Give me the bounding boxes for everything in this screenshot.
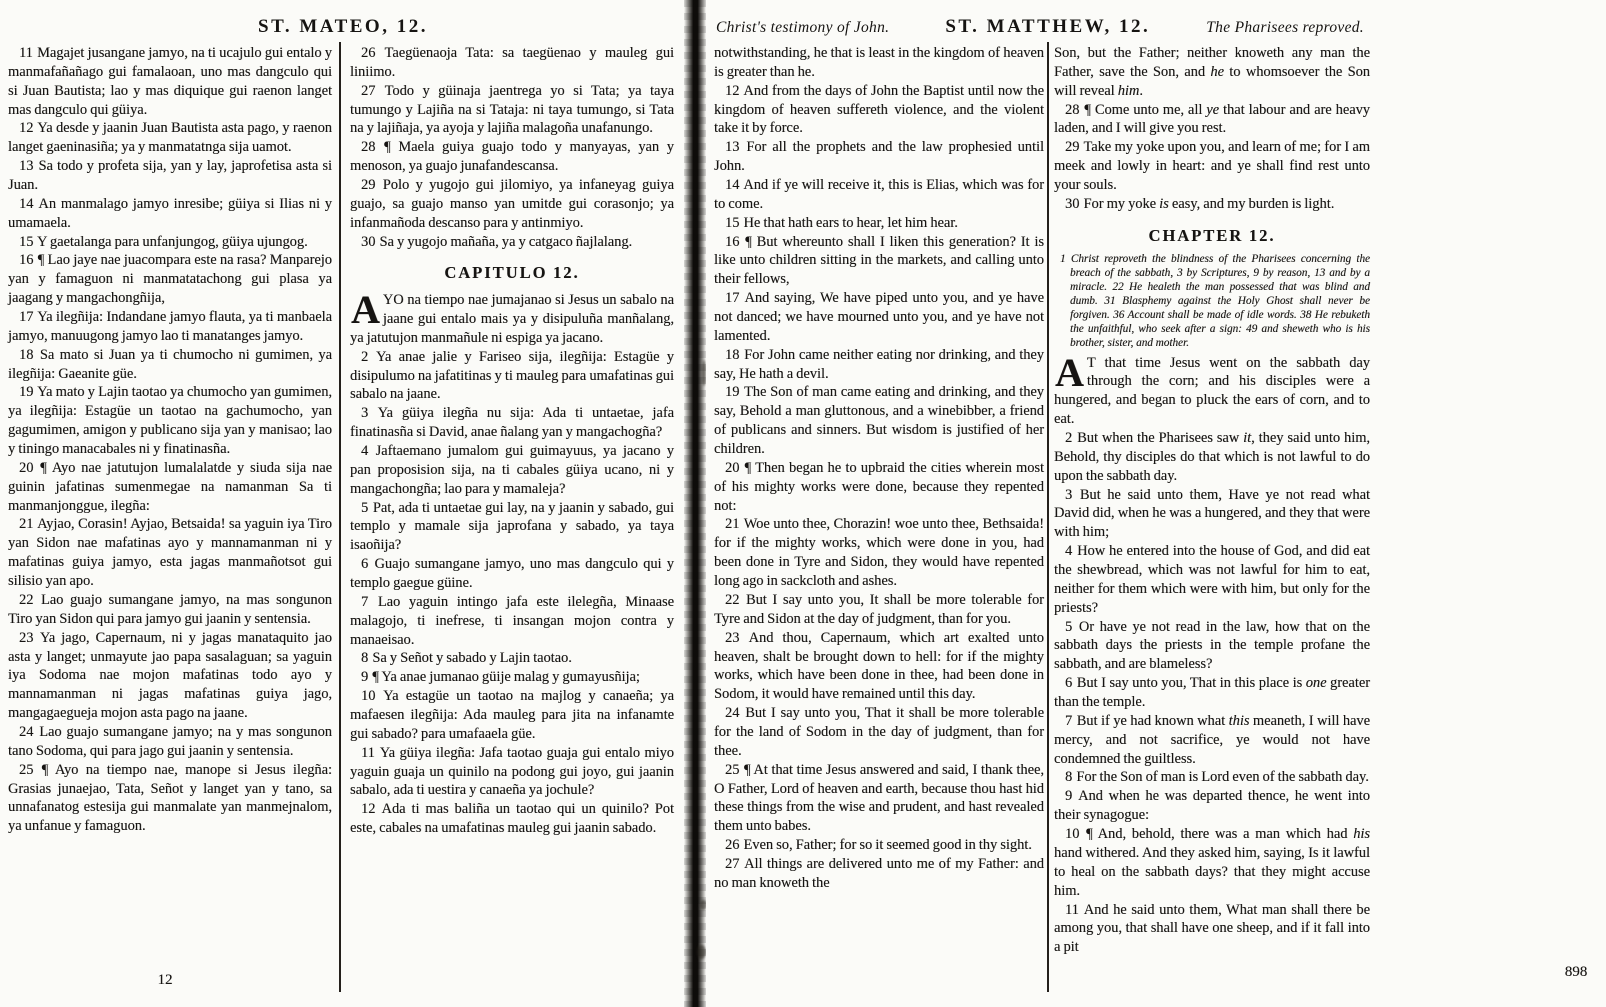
- verse-text: Lao guajo sumangane jamyo; na y mas songunon tano Sodoma, qui para jago gui jaanin y sentensia.: [8, 723, 332, 759]
- verse-text: Even so, Father; for so it seemed good in thy sight.: [743, 837, 1032, 854]
- verse: [1054, 787, 1370, 825]
- verse-text: Ya estagüe un taotao na majlog y canaeña; ya mafaesen ilegñija: Ada mauleg para jita na infanamte gui sabado? para umafaaela güe.: [350, 688, 674, 742]
- verse-number: 4: [361, 442, 369, 459]
- verse-text: The Son of man came eating and drinking, and they say, Behold a man gluttonous, and a winebibber, a friend of publicans and sinners. But wisdom is justified of her children.: [714, 384, 1045, 458]
- verse: [1054, 674, 1370, 712]
- verse: [714, 233, 1044, 290]
- verse: [350, 668, 674, 687]
- verse: [714, 591, 1044, 629]
- right-column-2: [1054, 44, 1370, 1004]
- verse: [8, 119, 332, 157]
- verse-number: 11: [19, 45, 33, 61]
- verse-number: 18: [19, 346, 34, 363]
- verse-number: 27: [725, 855, 740, 872]
- verse: [714, 176, 1044, 214]
- verse-number: 12: [19, 120, 34, 137]
- verse-text: ¶ Lao jaye nae juacompara este na rasa? Manparejo yan y famaguon ni manmatatachong gui plasa ya jaagang y mangachongñija,: [8, 252, 332, 307]
- verse-number: 29: [361, 177, 376, 194]
- verse: [8, 459, 332, 516]
- verse: [350, 138, 674, 176]
- verse: [350, 555, 674, 593]
- verse-number: 28: [361, 139, 376, 156]
- verse-text: Ya mato y Lajin taotao ya chumocho yan gumimen, ya ilegñija: Estagüe un taotao na gachumocho, yan gagumimen, amigon y publicano sija yan y manisao; lao y tiningo manacabales ni y finatinasña.: [8, 384, 332, 458]
- verse-number: 5: [361, 499, 369, 516]
- verse-text: Ya güiya ilegña: Jafa taotao guaja gui entalo miyo yaguin guaja un quinilo na podong gui joyo, gui jaanin sabalo, ada ti uestira y canaeña ya jochule?: [350, 744, 674, 799]
- verse: [8, 251, 332, 308]
- verse-number: 30: [1065, 195, 1080, 212]
- verse-text: Lao guajo sumangane jamyo, na mas songunon Tiro yan Sidon qui para jamyo gui jaanin y sentensia.: [8, 591, 332, 627]
- verse: [8, 591, 332, 629]
- verse-list: [714, 82, 1044, 893]
- verse-continuation: notwithstanding, he that is least in the kingdom of heaven is greater than he.: [714, 45, 1044, 80]
- book-binding-gutter: [684, 0, 706, 1007]
- verse-text: And saying, We have piped unto you, and ye have not danced; we have mourned unto you, and ye have not lamented.: [714, 290, 1044, 344]
- verse-number: 10: [1065, 826, 1080, 843]
- verse-text: An manmalago jamyo inresibe; güiya si Ilias ni y umamaela.: [8, 195, 332, 231]
- verse-text: But when the Pharisees saw it, they said unto him, Behold, thy disciples do that which is not lawful to do upon the sabbath day.: [1054, 430, 1371, 484]
- verse-text: ¶ But whereunto shall I liken this generation? It is like unto children sitting in the markets, and calling unto their fellows,: [714, 233, 1044, 288]
- verse: [1054, 195, 1370, 214]
- verse-number: 17: [725, 290, 740, 307]
- verse-number: 24: [19, 723, 34, 740]
- verse: [8, 157, 332, 195]
- verse: [350, 744, 674, 801]
- verse-number: 19: [19, 384, 34, 401]
- verse-number: 26: [725, 837, 740, 854]
- verse-text: ¶ At that time Jesus answered and said, I thank thee, O Father, Lord of heaven and earth, because thou hast hid these things from the wise and prudent, and hast revealed them unto babes.: [714, 761, 1044, 835]
- verse-text: ¶ Come unto me, all ye that labour and are heavy laden, and I will give you rest.: [1054, 101, 1370, 137]
- verse-text: But if ye had known what this meaneth, I will have mercy, and not sacrifice, ye would not have condemned the guiltless.: [1054, 712, 1370, 767]
- right-running-head: [706, 16, 1374, 38]
- verse-list: [1054, 101, 1370, 214]
- verse-number: 16: [19, 252, 34, 269]
- verse: [8, 44, 332, 119]
- verse-number: 20: [725, 459, 740, 476]
- verse: [350, 687, 674, 744]
- verse-number: 10: [361, 688, 376, 705]
- verse: [714, 82, 1044, 139]
- verse-text: ¶ And, behold, there was a man which had his hand withered. And they asked him, saying, Is it lawful to heal on the sabbath days? that they might accuse him.: [1054, 826, 1370, 899]
- left-column-1: [8, 44, 332, 990]
- verse: [350, 593, 674, 650]
- verse: [714, 515, 1044, 590]
- verse: [1054, 618, 1370, 675]
- verse: [714, 383, 1044, 458]
- scan-artifact: [697, 945, 706, 959]
- verse-text: ¶ Then began he to upbraid the cities wherein most of his mighty works were done, because they repented not:: [714, 459, 1044, 514]
- verse: [714, 214, 1044, 233]
- left-page: [0, 0, 686, 1007]
- verse-text: But I say unto you, It shall be more tolerable for Tyre and Sidon at the day of judgment, than for you.: [714, 591, 1044, 627]
- verse-number: 7: [361, 593, 369, 610]
- verse-text: And when he was departed thence, he went into their synagogue:: [1054, 788, 1371, 824]
- verse: [350, 499, 674, 556]
- verse-text: Woe unto thee, Chorazin! woe unto thee, Bethsaida! for if the mighty works, which were done in you, had been done in Tyre and Sidon, they would have repented long ago in sackcloth and ashes.: [714, 516, 1044, 590]
- verse-text: And thou, Capernaum, which art exalted unto heaven, shalt be brought down to hell: for if the mighty works, which have been done in thee, had been done in Sodom, it would have remained until this day.: [714, 629, 1044, 703]
- verse-number: 14: [19, 195, 34, 212]
- chapter-heading-capitulo-12: CAPITULO 12.: [444, 263, 580, 283]
- verse-text: Ya ilegñija: Indandane jamyo flauta, ya ti manbaela jamyo, manuugong jamyo lao ti manatanges jamyo.: [8, 309, 332, 344]
- verse: [8, 629, 332, 723]
- verse-number: 9: [361, 669, 369, 686]
- verse-text: Sa todo y profeta sija, yan y lay, japrofetisa asta si Juan.: [8, 158, 332, 194]
- verse-text: Y gaetalanga para unfanjungog, güiya ujungog.: [36, 233, 308, 250]
- verse-list: [350, 44, 674, 251]
- verse-number: 2: [1065, 430, 1073, 447]
- left-page-footer-mark: 12: [157, 972, 173, 988]
- verse-number: 26: [361, 45, 376, 61]
- verse-number: 8: [361, 650, 369, 667]
- right-column-1: [714, 44, 1044, 996]
- drop-cap: A: [1055, 349, 1084, 395]
- verse-text: Jaftaemano jumalom gui guimayuus, ya jacano y pan proposision sija, na ti cabales güiya ucano, ni y mangachongña; lao para y mamaleja?: [350, 442, 674, 497]
- verse: [8, 195, 332, 233]
- verse-text: Taegüenaoja Tata: sa taegüenao y mauleg gui liniimo.: [350, 45, 675, 80]
- verse-text: And from the days of John the Baptist until now the kingdom of heaven suffereth violence, and the violent take it by force.: [714, 82, 1044, 137]
- verse-number: 21: [725, 516, 740, 533]
- verse: [1054, 486, 1370, 543]
- verse-text: Or have ye not read in the law, how that on the sabbath days the priests in the temple profane the sabbath, and are blameless?: [1054, 618, 1370, 673]
- verse: [1054, 542, 1370, 617]
- verse: [1054, 101, 1370, 139]
- verse-text: Ya güiya ilegña nu sija: Ada ti untaetae, jafa finatinasña si David, anae ñalang yan y mangachogña?: [350, 405, 674, 441]
- verse-number: 15: [19, 233, 34, 250]
- verse-number: 22: [19, 591, 34, 608]
- verse-text: For the Son of man is Lord even of the sabbath day.: [1076, 769, 1369, 786]
- verse: [1054, 712, 1370, 769]
- verse-text: Sa y yugojo mañaña, ya y catgaco ñajlalang.: [379, 233, 633, 250]
- verse-number: 17: [19, 309, 34, 326]
- verse-text: Lao yaguin intingo jafa este ilelegña, Minaase malagojo, ti inefrese, ti insangan mojon contra y manaeisao.: [350, 593, 674, 648]
- verse: [350, 442, 674, 499]
- verse-text: For my yoke is easy, and my burden is light.: [1083, 195, 1335, 212]
- verse-number: 14: [725, 177, 740, 194]
- left-page-title: ST. MATEO, 12.: [258, 16, 428, 37]
- verse-number: 24: [725, 705, 740, 722]
- verse-text: Ya anae jalie y Fariseo sija, ilegñija: Estagüe y disipulumo na jafatitinas y ti mauleg para umafatinas gui sabalo na jaane.: [350, 348, 674, 403]
- verse: [1054, 825, 1370, 900]
- verse-number: 13: [725, 139, 740, 156]
- verse-number: 23: [19, 629, 34, 646]
- verse: [350, 82, 674, 139]
- verse: [8, 761, 332, 836]
- left-column-2: [350, 44, 674, 990]
- verse-text: But I say unto you, That it shall be more tolerable for the land of Sodom in the day of judgment, than for thee.: [714, 705, 1044, 759]
- verse-text: Polo y yugojo gui jilomiyo, ya infaneyag guiya guajo, sa guajo manso yan umitde gui corasonjo; ya infanmañoda descanso para y antinmiyo.: [350, 177, 674, 231]
- verse: [1054, 901, 1370, 958]
- verse-text: For John came neither eating nor drinking, and they say, He hath a devil.: [714, 346, 1044, 382]
- verse: [714, 629, 1044, 704]
- right-page-number: 898: [1564, 964, 1588, 980]
- verse-text: How he entered into the house of God, and did eat the shewbread, which was not lawful for him to eat, neither for them which were with him, but only for the priests?: [1054, 543, 1370, 616]
- verse: [350, 233, 674, 252]
- verse: [350, 649, 674, 668]
- verse-text: Magajet jusangane jamyo, na ti ucajulo gui entalo y manmafañañago gui famalaoan, uno mas dangculo qui si Juan Bautista; lao y mas diquique gui raenon langet mas dangculo qui güiya.: [8, 45, 332, 118]
- verse-text: ¶ Ya anae jumanao güije malag y gumayusñija;: [372, 669, 640, 686]
- verse-text: Ya jago, Capernaum, ni y jagas manataquito jao asta y langet; unmayute jao papa sasalaguan; sa yaguin iya Sodoma nae mojon mafatinas todo ayo y mannamanman ni jagas mafatinas guiya jago, mangagaegueja mojon asta pago na jaane.: [8, 629, 332, 722]
- verse: [714, 855, 1044, 893]
- verse-number: 16: [725, 233, 740, 250]
- verse-number: 22: [725, 591, 740, 608]
- left-running-head: [0, 16, 686, 38]
- verse: [1054, 429, 1370, 486]
- verse-number: 6: [361, 556, 369, 573]
- verse: [714, 704, 1044, 761]
- verse: [350, 348, 674, 405]
- verse-number: 5: [1065, 618, 1073, 635]
- verse-text: He that hath ears to hear, let him hear.: [743, 214, 958, 231]
- right-page-title: ST. MATTHEW, 12.: [945, 16, 1151, 37]
- verse-number: 6: [1065, 675, 1073, 692]
- verse: [8, 515, 332, 590]
- chapter-summary: 1 Christ reproveth the blindness of the Pharisees concerning the breach of the sabbath, 3 by Scriptures, 9 by reason, 13 and by a miracle. 22 He healeth the man possessed that was blind and dumb. 31 Blasphemy against the Holy Ghost shall never be forgiven. 36 Account shall be made of idle words. 38 He rebuketh the unfaithful, who seek after a sign: 49 and sheweth who is his brother, sister, and mother.: [1060, 253, 1370, 349]
- verse-number: 19: [725, 384, 740, 401]
- verse: [714, 138, 1044, 176]
- verse-list: [350, 348, 674, 838]
- verse: [8, 233, 332, 252]
- verse-text: Guajo sumangane jamyo, uno mas dangculo qui y templo gaegue güine.: [350, 556, 674, 591]
- verse: [1054, 768, 1370, 787]
- verse-with-dropcap: [1054, 349, 1370, 429]
- verse-number: 8: [1065, 769, 1073, 786]
- verse-text: But I say unto you, That in this place is one greater than the temple.: [1054, 675, 1370, 711]
- chapter-heading-chapter-12: CHAPTER 12.: [1148, 225, 1276, 245]
- verse-number: 15: [725, 214, 740, 231]
- verse: [350, 176, 674, 233]
- verse-number: 25: [19, 761, 34, 778]
- verse-text: And he said unto them, What man shall there be among you, that shall have one sheep, and if it fall into a pit: [1054, 901, 1370, 956]
- verse: [8, 346, 332, 384]
- verse-number: 29: [1065, 139, 1080, 156]
- verse-number: 12: [361, 801, 376, 818]
- verse-list: [8, 44, 332, 836]
- verse: [8, 308, 332, 346]
- right-page: [706, 0, 1588, 1007]
- verse: [714, 346, 1044, 384]
- verse: [714, 459, 1044, 516]
- verse-number: 27: [361, 82, 376, 99]
- verse-number: 20: [19, 459, 34, 476]
- verse-number: 7: [1065, 712, 1073, 729]
- verse-text: ¶ Maela guiya guajo todo y manyayas, yan y menoson, ya guajo junafandescansa.: [350, 139, 674, 175]
- verse: [714, 761, 1044, 836]
- column-divider-rule: [1047, 42, 1049, 992]
- verse-number: 3: [1065, 486, 1073, 503]
- verse-number: 25: [725, 761, 740, 778]
- verse-text: All things are delivered unto me of my Father: and no man knoweth the: [714, 855, 1044, 891]
- verse-number: 21: [19, 516, 34, 533]
- verse: [8, 383, 332, 458]
- verse-text: Sa y Señot y sabado y Lajin taotao.: [372, 650, 572, 667]
- verse-text: Ya desde y jaanin Juan Bautista asta pago, y raenon langet gaeninasiña; ya y manmatatnga sija uamot.: [8, 120, 332, 156]
- verse: [1054, 138, 1370, 195]
- verse-number: 30: [361, 233, 376, 250]
- verse: [350, 404, 674, 442]
- running-head-right-caption: The Pharisees reproved.: [1206, 19, 1364, 36]
- verse-number: 11: [1065, 901, 1079, 918]
- verse: [714, 836, 1044, 855]
- verse-text: Pat, ada ti untaetae gui lay, na y jaanin y sabado, gui templo y mamale sija japrofana y sabado, ya taya isaoñija?: [350, 499, 674, 554]
- verse-number: 3: [361, 405, 369, 422]
- verse-number: 13: [19, 158, 34, 175]
- verse-text: For all the prophets and the law prophesied until John.: [714, 139, 1044, 175]
- verse-number: 28: [1065, 101, 1080, 118]
- verse-number: 2: [361, 348, 369, 365]
- verse-text: YO na tiempo nae jumajanao si Jesus un sabalo na jaane gui entalo mais ya y disipuluña manñalang, ya jatutujon manmañule ni espiga ya jacano.: [350, 292, 674, 346]
- verse-number: 4: [1065, 543, 1073, 560]
- verse: [350, 44, 674, 82]
- verse-number: 11: [361, 744, 375, 761]
- verse-list: [1054, 429, 1370, 957]
- verse-text: And if ye will receive it, this is Elias, which was for to come.: [714, 177, 1044, 212]
- verse-text: Todo y güinaja jaentrega yo si Tata; ya taya tumungo y Lajiña na si Tataja: ni taya tumungo, si Tata na y lajiñaja, ya ayoja y lajiña malagoña unafanungo.: [350, 82, 674, 137]
- drop-cap: A: [351, 287, 380, 333]
- verse-number: 12: [725, 82, 740, 99]
- verse: [8, 723, 332, 761]
- verse-text: ¶ Ayo nae jatutujon lumalalatde y siuda sija nae guinin jafatinas sumenmegae na namanman Sa ti manmanjonggue, ilegña:: [8, 459, 332, 514]
- verse-text: T that time Jesus went on the sabbath day through the corn; and his disciples were a hungered, and began to pluck the ears of corn, and to eat.: [1054, 354, 1370, 428]
- verse: [714, 289, 1044, 346]
- verse-text: ¶ Ayo na tiempo nae, manope si Jesus ilegña: Grasias junaejao, Tata, Señot y langet yan y tano, sa unnafanatog estesija gui manmalate yan manmejnalom, ya unfanue y famaguon.: [8, 761, 332, 835]
- verse-text: Ayjao, Corasin! Ayjao, Betsaida! sa yaguin iya Tiro yan Sidon nae mafatinas ayo y mannamanman ni y mafatinas guiya jamyo, esta jagas manmañotsot gui silisio yan apo.: [8, 516, 332, 590]
- running-head-left-caption: Christ's testimony of John.: [716, 19, 890, 36]
- verse-number: 23: [725, 629, 740, 646]
- verse-text: Take my yoke upon you, and learn of me; for I am meek and lowly in heart: and ye shall find rest unto your souls.: [1054, 139, 1370, 194]
- verse: [350, 800, 674, 838]
- verse-number: 18: [725, 346, 740, 363]
- verse-continuation: Son, but the Father; neither knoweth any man the Father, save the Son, and he to whomsoever the Son will reveal him.: [1054, 45, 1370, 99]
- column-divider-rule: [339, 42, 341, 992]
- verse-number: 9: [1065, 788, 1073, 805]
- verse-text: But he said unto them, Have ye not read what David did, when he was a hungered, and they that were with him;: [1054, 486, 1370, 541]
- verse-text: Ada ti mas baliña un taotao qui un quinilo? Pot este, cabales na umafatinas mauleg gui jaanin sabado.: [350, 801, 674, 837]
- verse-text: Sa mato si Juan ya ti chumocho ni gumimen, ya ilegñija: Gaeanite güe.: [8, 346, 332, 382]
- verse-with-dropcap: [350, 287, 674, 348]
